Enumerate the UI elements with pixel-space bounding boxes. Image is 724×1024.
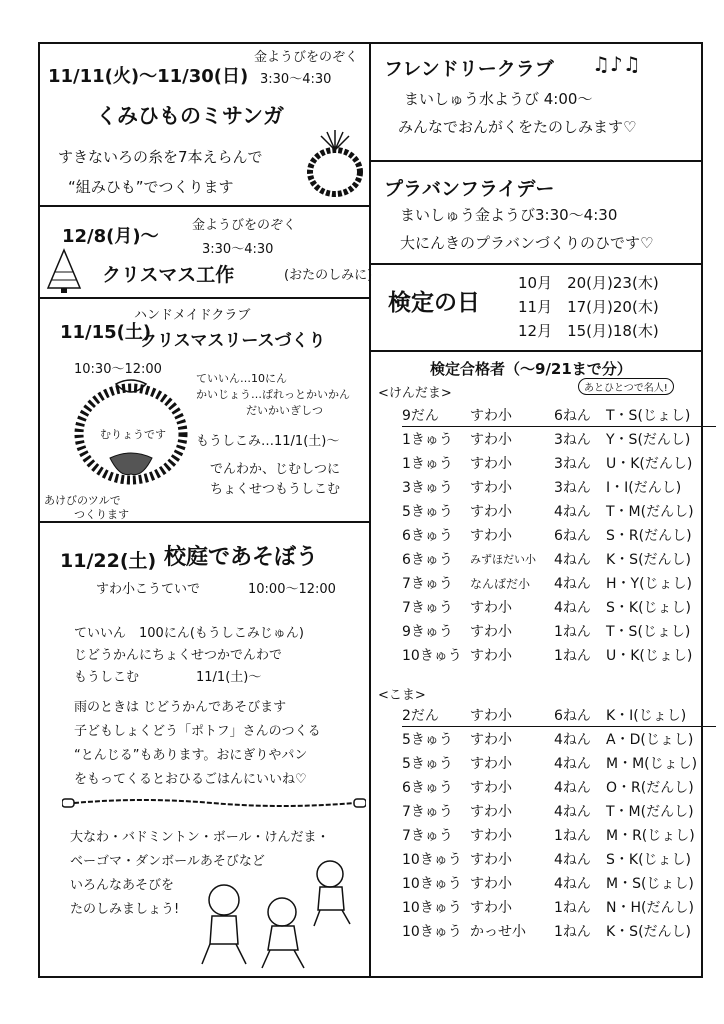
event-text: “とんじる”もあります。おにぎりやパン (74, 748, 308, 763)
table-row: 2だん すわ小 6ねん K・I(じょし) (402, 704, 716, 727)
table-row: 3きゅう すわ小 3ねん I・I(だんし) (402, 480, 682, 496)
event-title: 校庭であそぼう (164, 545, 319, 570)
capacity: ていいん…10にん (196, 372, 287, 385)
divider (370, 160, 703, 162)
event-note: (おたのしみに) (284, 268, 373, 283)
kentei-date: 10月 20(月)23(木) (518, 274, 659, 292)
apply-date: もうしこみ…11/1(土)〜 (196, 434, 340, 449)
event-except: 金ようびをのぞく (254, 50, 359, 65)
apply-method: ちょくせつもうしこむ (210, 482, 341, 497)
table-row: 6きゅう みずほだい小 4ねん K・S(だんし) (402, 552, 691, 568)
table-row: 6きゅう すわ小 6ねん S・R(だんし) (402, 528, 692, 544)
event-text: ていいん 100にん(もうしこみじゅん) (74, 626, 304, 641)
event-time: 10:30〜12:00 (74, 362, 162, 377)
event-text: まいしゅう水ようび 4:00〜 (404, 90, 593, 108)
event-title: フレンドリークラブ (384, 58, 554, 80)
table-row: 10きゅう かっせ小 1ねん K・S(だんし) (402, 924, 691, 940)
games-list: 大なわ・バドミントン・ボール・けんだま・ (70, 830, 330, 845)
event-text: まいしゅう金ようび3:30〜4:30 (400, 206, 618, 224)
event-text: 子どもしょくどう「ポトフ」さんのつくる (74, 724, 321, 739)
table-row: 10きゅう すわ小 4ねん S・K(じょし) (402, 852, 691, 868)
divider (38, 205, 370, 207)
table-row: 10きゅう すわ小 1ねん N・H(だんし) (402, 900, 694, 916)
table-row: 9だん すわ小 6ねん T・S(じょし) (402, 404, 716, 427)
wreath-label: むりょうです (100, 428, 166, 441)
event-title: プラバンフライデー (384, 178, 555, 200)
divider (370, 263, 703, 265)
event-place: すわ小こうていで (96, 582, 201, 597)
table-row: 7きゅう なんばだ小 4ねん H・Y(じょし) (402, 576, 693, 592)
apply-date: 11/1(土)〜 (196, 670, 262, 685)
event-except: 金ようびをのぞく (192, 218, 297, 233)
table-row: 5きゅう すわ小 4ねん T・M(だんし) (402, 504, 694, 520)
event-title: クリスマス工作 (102, 264, 235, 286)
event-title: 検定の日 (388, 290, 480, 316)
music-notes-icon: ♫♪♫ (592, 52, 641, 76)
table-row: 9きゅう すわ小 1ねん T・S(じょし) (402, 624, 691, 640)
games-list: ベーゴマ・ダンボールあそびなど (70, 854, 265, 869)
column-divider (369, 42, 371, 978)
games-list: いろんなあそびを (70, 878, 175, 893)
table-row: 10きゅう すわ小 1ねん U・K(じょし) (402, 648, 693, 664)
event-title: クリスマスリースづくり (140, 331, 326, 351)
table-row: 5きゅう すわ小 4ねん M・M(じょし) (402, 756, 698, 772)
kendama-label: <けんだま> (378, 386, 452, 401)
table-row: 7きゅう すわ小 1ねん M・R(じょし) (402, 828, 695, 844)
event-date: 12/8(月)〜 (62, 226, 159, 247)
event-date: 11/15(土) (60, 322, 152, 343)
table-row: 6きゅう すわ小 4ねん O・R(だんし) (402, 780, 694, 796)
venue-room: だいかいぎしつ (246, 404, 323, 417)
event-time: 10:00〜12:00 (248, 582, 336, 597)
results-title: 検定合格者（〜9/21まで分） (430, 360, 632, 378)
apply-method: でんわか、じむしつに (210, 462, 341, 477)
event-text: じどうかんにちょくせつかでんわで (74, 648, 283, 663)
event-text: みんなでおんがくをたのしみます♡ (398, 118, 637, 136)
event-desc: “組みひも”でつくります (68, 178, 234, 196)
kentei-date: 11月 17(月)20(木) (518, 298, 659, 316)
jump-rope-icon (62, 796, 366, 810)
kentei-date: 12月 15(月)18(木) (518, 322, 659, 340)
event-text: 大にんきのプラバンづくりのひです♡ (400, 234, 654, 252)
christmas-tree-icon (46, 248, 82, 294)
table-row: 10きゅう すわ小 4ねん M・S(じょし) (402, 876, 694, 892)
games-list: たのしみましょう! (70, 902, 180, 917)
event-time: 3:30〜4:30 (202, 242, 274, 257)
divider (38, 297, 370, 299)
divider (370, 350, 703, 352)
table-row: 1きゅう すわ小 3ねん U・K(だんし) (402, 456, 693, 472)
event-time: 3:30〜4:30 (260, 72, 332, 87)
table-row: 1きゅう すわ小 3ねん Y・S(だんし) (402, 432, 691, 448)
children-playing-icon (190, 852, 360, 972)
event-text: もうしこむ (74, 670, 140, 685)
event-text: をもってくるとおひるごはんにいいね♡ (74, 772, 307, 787)
table-row: 7きゅう すわ小 4ねん T・M(だんし) (402, 804, 694, 820)
koma-label: <こま> (378, 688, 426, 703)
event-text: 雨のときは じどうかんであそびます (74, 700, 287, 715)
wreath-note: あけびのツルで (44, 494, 121, 507)
event-date: 11/22(土) (60, 550, 157, 572)
meijin-bubble: あとひとつで名人! (578, 378, 674, 395)
wreath-note: つくります (74, 508, 129, 521)
event-club: ハンドメイドクラブ (134, 308, 251, 323)
event-desc: すきないろの糸を7本えらんで (58, 148, 263, 166)
event-title: くみひものミサンガ (96, 104, 284, 128)
misanga-bracelet-icon (305, 128, 365, 200)
table-row: 5きゅう すわ小 4ねん A・D(じょし) (402, 732, 694, 748)
table-row: 7きゅう すわ小 4ねん S・K(じょし) (402, 600, 691, 616)
event-date: 11/11(火)〜11/30(日) (48, 66, 249, 87)
venue: かいじょう…ぱれっとかいかん (196, 388, 350, 401)
